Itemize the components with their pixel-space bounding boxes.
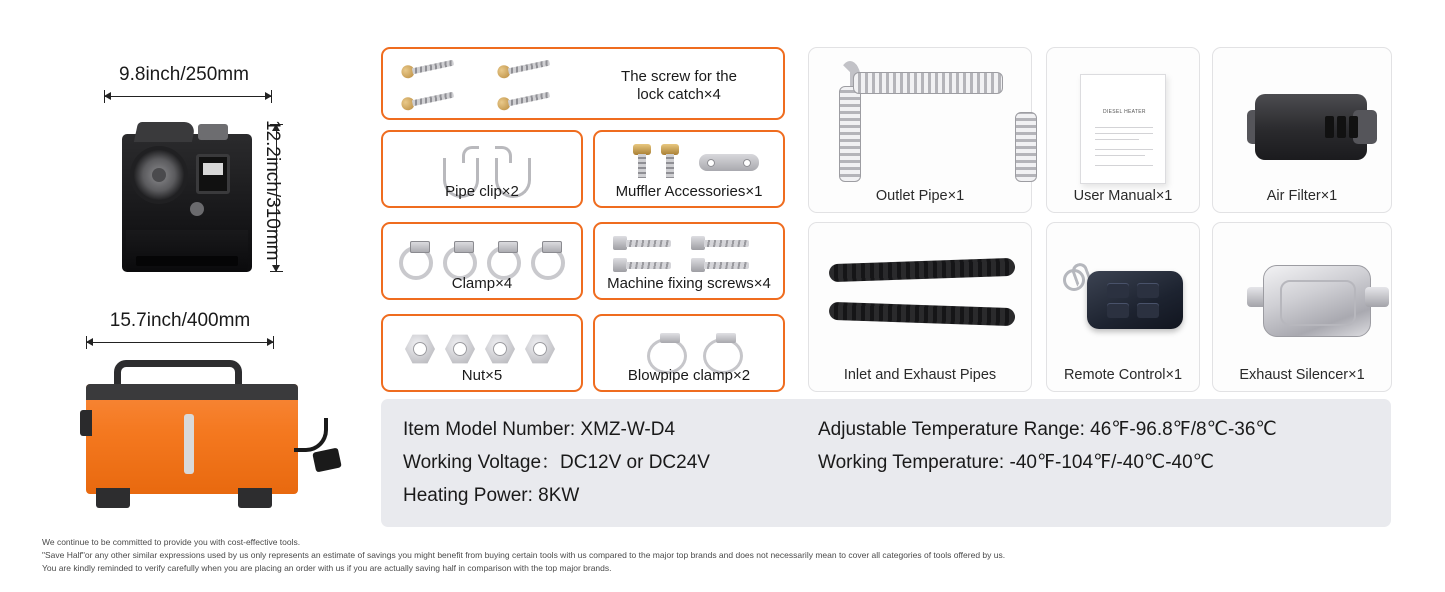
dimension-label-side: 12.2inch/310mm [262,120,283,261]
accessory-label-pipe-clip: Pipe clip×2 [445,183,519,200]
photo-label-user-manual: User Manual×1 [1073,188,1173,204]
specifications-panel [381,399,1391,527]
photo-box-inlet-exhaust-pipes [808,222,1032,392]
spec-working-voltage: Working Voltage：DC12V or DC24V [403,452,710,473]
dimension-arrow-bottom [86,342,274,343]
disclaimer-line-1: We continue to be committed to provide you with cost-effective tools. [42,537,301,547]
photo-label-remote-control: Remote Control×1 [1063,367,1183,383]
photo-label-air-filter: Air Filter×1 [1266,188,1338,204]
inlet-exhaust-pipe-icon [809,223,1033,363]
disclaimer-line-2: "Save Half"or any other similar expressions used by us only represents an estimate of savings you might benefit from buying certain tools with us compared to the major top brands and does not necessarily mean to cover all categories of tools offered by us. [42,550,1006,560]
photo-label-inlet-exhaust-pipes: Inlet and Exhaust Pipes [843,367,997,383]
spec-temperature-range: Adjustable Temperature Range: 46℉-96.8℉/8℃-36℃ [818,419,1277,440]
bolt-icon [613,236,773,278]
muffler-accessories-icon [623,142,775,182]
photo-box-user-manual [1046,47,1200,213]
photo-box-outlet-pipe [808,47,1032,213]
spec-working-temperature: Working Temperature: -40℉-104℉/-40℃-40℃ [818,452,1215,473]
spec-heating-power: Heating Power: 8KW [403,485,580,506]
accessory-label-screw-line1: The screw for the [621,68,737,85]
accessory-label-screw-line2: lock catch×4 [637,86,721,103]
nut-icon [405,334,565,368]
remote-control-icon [1059,261,1185,335]
disclaimer-text [42,536,1372,575]
pipe-clip-icon [439,144,535,182]
blowpipe-clamp-icon [647,330,753,370]
outlet-pipe-icon [839,72,1039,182]
photo-label-outlet-pipe: Outlet Pipe×1 [875,188,965,204]
accessory-label-machine-fixing-screws: Machine fixing screws×4 [607,275,771,292]
photo-box-remote-control [1046,222,1200,392]
exhaust-silencer-icon [1247,259,1387,343]
dimension-arrow-top [104,96,272,97]
accessory-box-clamp [381,222,583,300]
photo-label-exhaust-silencer: Exhaust Silencer×1 [1239,367,1365,383]
user-manual-icon [1080,74,1166,184]
accessory-box-screw-lock-catch [381,47,785,120]
accessory-box-blowpipe-clamp [593,314,785,392]
accessory-label-blowpipe-clamp: Blowpipe clamp×2 [627,367,751,384]
accessory-label-clamp: Clamp×4 [451,275,513,292]
disclaimer-line-3: You are kindly reminded to verify carefully when you are placing an order with us if you are actually saving half in comparison with the top major brands. [42,563,612,573]
accessory-box-nut [381,314,583,392]
product-dimensions-panel [0,0,375,592]
heater-front-view-image [122,122,252,272]
accessory-box-muffler-accessories [593,130,785,208]
manual-cover-title: DIESEL HEATER [1103,109,1146,115]
photo-box-exhaust-silencer [1212,222,1392,392]
accessory-label-muffler: Muffler Accessories×1 [615,183,763,200]
spec-model-number: Item Model Number: XMZ-W-D4 [403,419,676,440]
dimension-label-bottom: 15.7inch/400mm [109,310,251,331]
accessory-box-pipe-clip [381,130,583,208]
accessory-label-nut: Nut×5 [461,367,503,384]
dimension-label-top: 9.8inch/250mm [119,64,249,85]
heater-side-view-image [62,360,304,510]
accessory-box-machine-fixing-screws [593,222,785,300]
photo-box-air-filter [1212,47,1392,213]
screw-icon [401,59,571,113]
air-filter-icon [1247,94,1375,160]
